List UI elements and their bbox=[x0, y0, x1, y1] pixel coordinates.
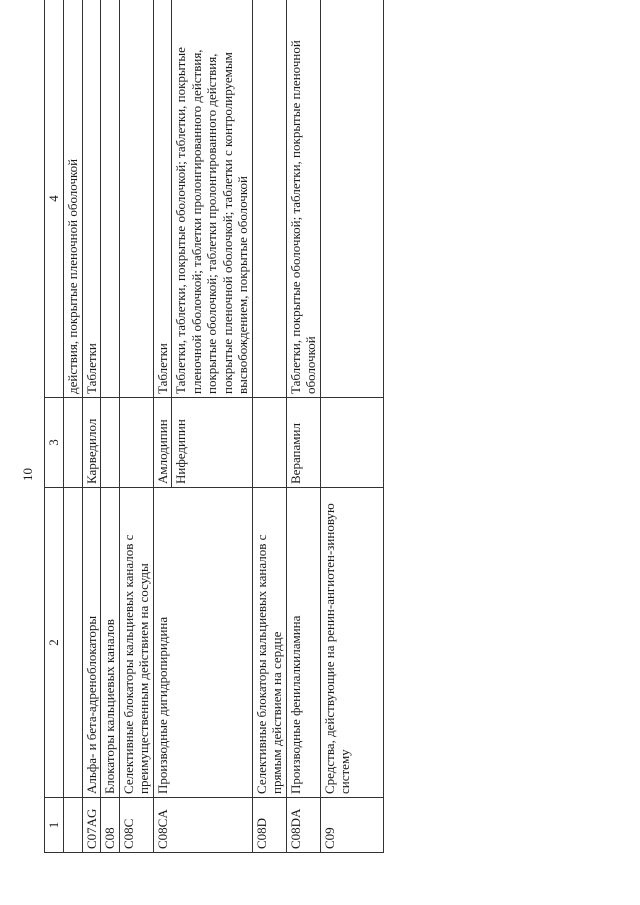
column-number: 1 bbox=[45, 798, 64, 853]
table-row bbox=[82, 0, 101, 853]
drug-name bbox=[252, 398, 286, 488]
column-number: 4 bbox=[45, 0, 64, 398]
group-name: Блокаторы кальциевых каналов bbox=[101, 488, 120, 798]
table-row bbox=[64, 0, 83, 853]
dosage-forms: Таблетки bbox=[82, 0, 101, 398]
atc-code: C08D bbox=[252, 798, 286, 853]
table-row bbox=[101, 0, 120, 853]
atc-code: C08CA bbox=[153, 798, 252, 853]
page-number: 10 bbox=[20, 468, 35, 481]
dosage-forms: Таблетки bbox=[153, 0, 172, 398]
drug-table bbox=[44, 0, 384, 853]
atc-code: C08DA bbox=[286, 798, 320, 853]
drug-name: Верапамил bbox=[286, 398, 320, 488]
drug-name: Амлодипин bbox=[153, 398, 172, 488]
drug-name bbox=[64, 398, 83, 488]
drug-name: Карведилол bbox=[82, 398, 101, 488]
group-name: Средства, действующие на ренин-ангиотен-зиновую систему bbox=[320, 488, 383, 798]
group-name: Производные дигидропиридина bbox=[153, 488, 252, 798]
column-number: 2 bbox=[45, 488, 64, 798]
table-row bbox=[119, 0, 153, 853]
group-name: Селективные блокаторы кальциевых каналов с преимущественным действием на сосуды bbox=[119, 488, 153, 798]
dosage-forms: действия, покрытые пленочной оболочкой bbox=[64, 0, 83, 398]
atc-code: C07AG bbox=[82, 798, 101, 853]
dosage-forms: Таблетки, таблетки, покрытые оболочкой; таблетки, покрытые пленочной оболочкой; таблетки пролонгированного действия, покрытые оболочкой; таблетки пролонгированного действия, покрытые пленочной оболочкой; таблетки с контролируемым высвобождением, покрытые оболочкой bbox=[172, 0, 253, 398]
table-row bbox=[153, 0, 172, 853]
dosage-forms bbox=[119, 0, 153, 398]
group-name: Производные фенилалкиламина bbox=[286, 488, 320, 798]
group-name: Альфа- и бета-адреноблокаторы bbox=[82, 488, 101, 798]
group-name: Селективные блокаторы кальциевых каналов с прямым действием на сердце bbox=[252, 488, 286, 798]
atc-code: C08 bbox=[101, 798, 120, 853]
atc-code: C08C bbox=[119, 798, 153, 853]
table-row bbox=[252, 0, 286, 853]
drug-name: Нифедипин bbox=[172, 398, 253, 488]
table-row bbox=[320, 0, 383, 853]
atc-code bbox=[64, 798, 83, 853]
group-name bbox=[64, 488, 83, 798]
atc-code: C09 bbox=[320, 798, 383, 853]
dosage-forms: Таблетки, покрытые оболочкой; таблетки, покрытые пленочной оболочкой bbox=[286, 0, 320, 398]
dosage-forms bbox=[320, 0, 383, 398]
column-number-row bbox=[45, 0, 64, 853]
drug-name bbox=[101, 398, 120, 488]
column-number: 3 bbox=[45, 398, 64, 488]
dosage-forms bbox=[101, 0, 120, 398]
table-row bbox=[286, 0, 320, 853]
drug-name bbox=[119, 398, 153, 488]
drug-name bbox=[320, 398, 383, 488]
dosage-forms bbox=[252, 0, 286, 398]
